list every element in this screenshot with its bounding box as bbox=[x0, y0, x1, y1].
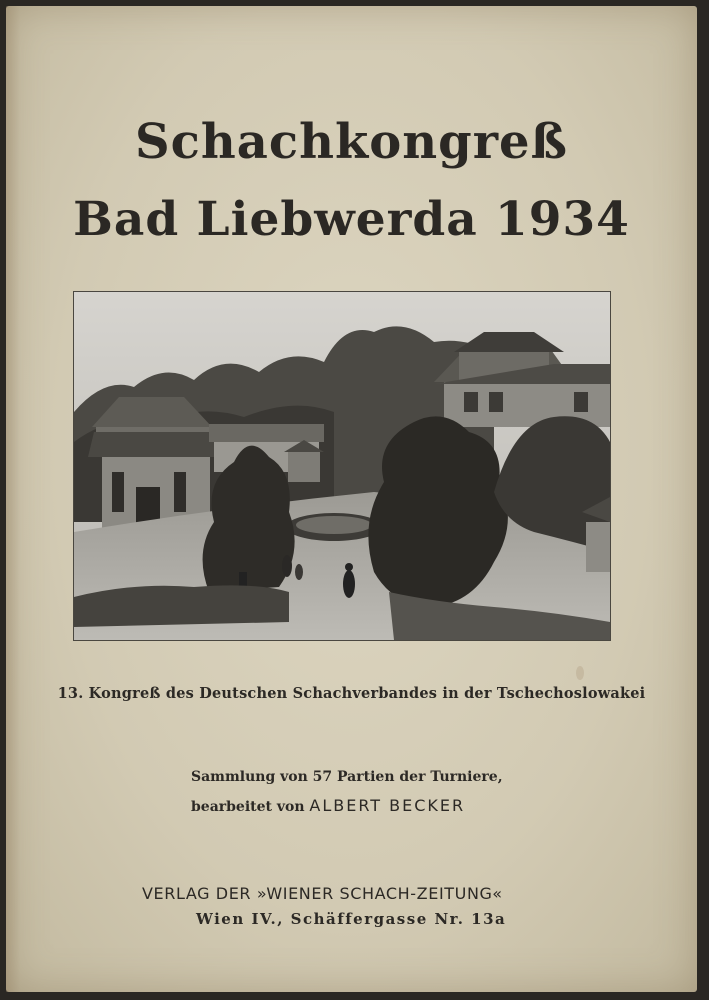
editor-credit bbox=[191, 796, 465, 815]
book-cover bbox=[6, 6, 697, 992]
title-line-2: Bad Liebwerda 1934 bbox=[73, 192, 630, 247]
title-line-1: Schachkongreß bbox=[134, 114, 569, 170]
paper-stain bbox=[576, 666, 584, 680]
spa-park-photo bbox=[74, 292, 610, 640]
editor-prefix: bearbeitet von bbox=[191, 799, 305, 815]
collection-description: Sammlung von 57 Partien der Turniere, bbox=[191, 769, 503, 785]
author-name: ALBERT BECKER bbox=[309, 796, 466, 815]
congress-subtitle: 13. Kongreß des Deutschen Schachverbandes in der Tschechoslowakei bbox=[57, 685, 646, 702]
publisher-name: VERLAG DER »WIENER SCHACH-ZEITUNG« bbox=[142, 884, 503, 903]
cover-photograph bbox=[74, 292, 610, 640]
publisher-address: Wien IV., Schäffergasse Nr. 13a bbox=[196, 910, 507, 928]
